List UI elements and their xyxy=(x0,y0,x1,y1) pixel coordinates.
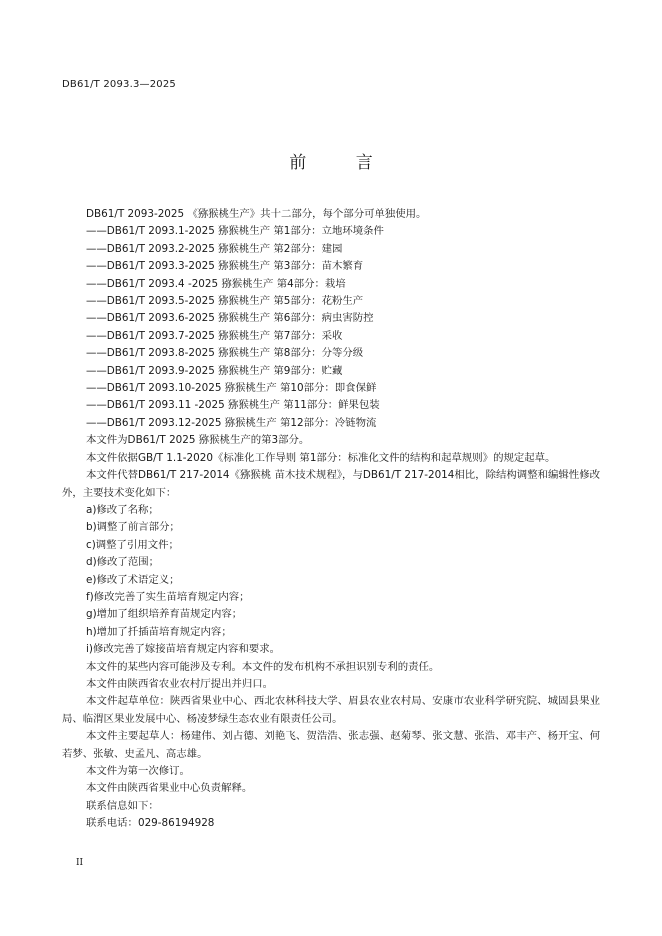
part-list-item: ——DB61/T 2093.9-2025 猕猴桃生产 第9部分：贮藏 xyxy=(86,364,343,377)
change-list-item: e)修改了术语定义； xyxy=(86,573,180,586)
paragraph-drafters: 本文件主要起草人：杨建伟、刘占德、刘艳飞、贺浩浩、张志强、赵菊琴、张文慧、张浩、邓丰产、杨开宝、何若梦、张敏、史孟凡、高志雄。 xyxy=(62,730,600,760)
paragraph-part-statement: 本文件为DB61/T 2025 猕猴桃生产的第3部分。 xyxy=(86,434,310,447)
document-code-header: DB61/T 2093.3—2025 xyxy=(62,79,176,90)
part-list-item: ——DB61/T 2093.5-2025 猕猴桃生产 第5部分：花粉生产 xyxy=(86,295,364,308)
page-number: II xyxy=(76,858,84,868)
paragraph-drafting-units: 本文件起草单位：陕西省果业中心、西北农林科技大学、眉县农业农村局、安康市农业科学研究院、城固县果业局、临渭区果业发展中心、杨凌梦绿生态农业有限责任公司。 xyxy=(62,695,600,725)
part-list-item: ——DB61/T 2093.2-2025 猕猴桃生产 第2部分：建园 xyxy=(86,242,343,255)
change-list-item: b)调整了前言部分； xyxy=(86,521,180,534)
paragraph-contact-intro: 联系信息如下： xyxy=(86,799,159,812)
change-list-item: c)调整了引用文件； xyxy=(86,538,179,551)
part-list-item: ——DB61/T 2093.3-2025 猕猴桃生产 第3部分：苗木繁育 xyxy=(86,260,364,273)
part-list-item: ——DB61/T 2093.8-2025 猕猴桃生产 第8部分：分等分级 xyxy=(86,347,364,360)
change-list-item: i)修改完善了嫁接苗培育规定内容和要求。 xyxy=(86,643,280,656)
part-list-item: ——DB61/T 2093.10-2025 猕猴桃生产 第10部分：即食保鲜 xyxy=(86,382,377,395)
paragraph-drafting-basis: 本文件依据GB/T 1.1-2020《标准化工作导则 第1部分：标准化文件的结构和起草规则》的规定起草。 xyxy=(86,451,556,464)
paragraph-proposer: 本文件由陕西省农业农村厅提出并归口。 xyxy=(86,677,274,690)
change-list-item: f)修改完善了实生苗培育规定内容； xyxy=(86,590,250,603)
paragraph-patent: 本文件的某些内容可能涉及专利。本文件的发布机构不承担识别专利的责任。 xyxy=(86,660,440,673)
foreword-body xyxy=(62,206,600,833)
paragraph-interpretation: 本文件由陕西省果业中心负责解释。 xyxy=(86,782,253,795)
part-list-item: ——DB61/T 2093.4 -2025 猕猴桃生产 第4部分：栽培 xyxy=(86,277,346,290)
part-list-item: ——DB61/T 2093.7-2025 猕猴桃生产 第7部分：采收 xyxy=(86,329,343,342)
change-list-item: g)增加了组织培养育苗规定内容； xyxy=(86,608,243,621)
paragraph-revision: 本文件为第一次修订。 xyxy=(86,765,190,777)
change-list-item: h)增加了扦插苗培育规定内容； xyxy=(86,625,232,638)
paragraph-contact-phone: 联系电话：029-86194928 xyxy=(86,817,215,830)
change-list-item: d)修改了范围； xyxy=(86,556,159,569)
change-list-item: a)修改了名称； xyxy=(86,503,159,516)
paragraph-intro: DB61/T 2093-2025 《猕猴桃生产》共十二部分，每个部分可单独使用。 xyxy=(86,208,427,220)
paragraph-replacement: 本文件代替DB61/T 217-2014《猕猴桃 苗木技术规程》，与DB61/T 217-2014相比，除结构调整和编辑性修改外，主要技术变化如下： xyxy=(62,469,600,499)
part-list-item: ——DB61/T 2093.12-2025 猕猴桃生产 第12部分：冷链物流 xyxy=(86,416,377,429)
part-list-item: ——DB61/T 2093.6-2025 猕猴桃生产 第6部分：病虫害防控 xyxy=(86,312,374,325)
page-title: 前 言 xyxy=(289,153,395,173)
part-list-item: ——DB61/T 2093.11 -2025 猕猴桃生产 第11部分：鲜果包装 xyxy=(86,399,380,412)
part-list-item: ——DB61/T 2093.1-2025 猕猴桃生产 第1部分：立地环境条件 xyxy=(86,225,384,238)
